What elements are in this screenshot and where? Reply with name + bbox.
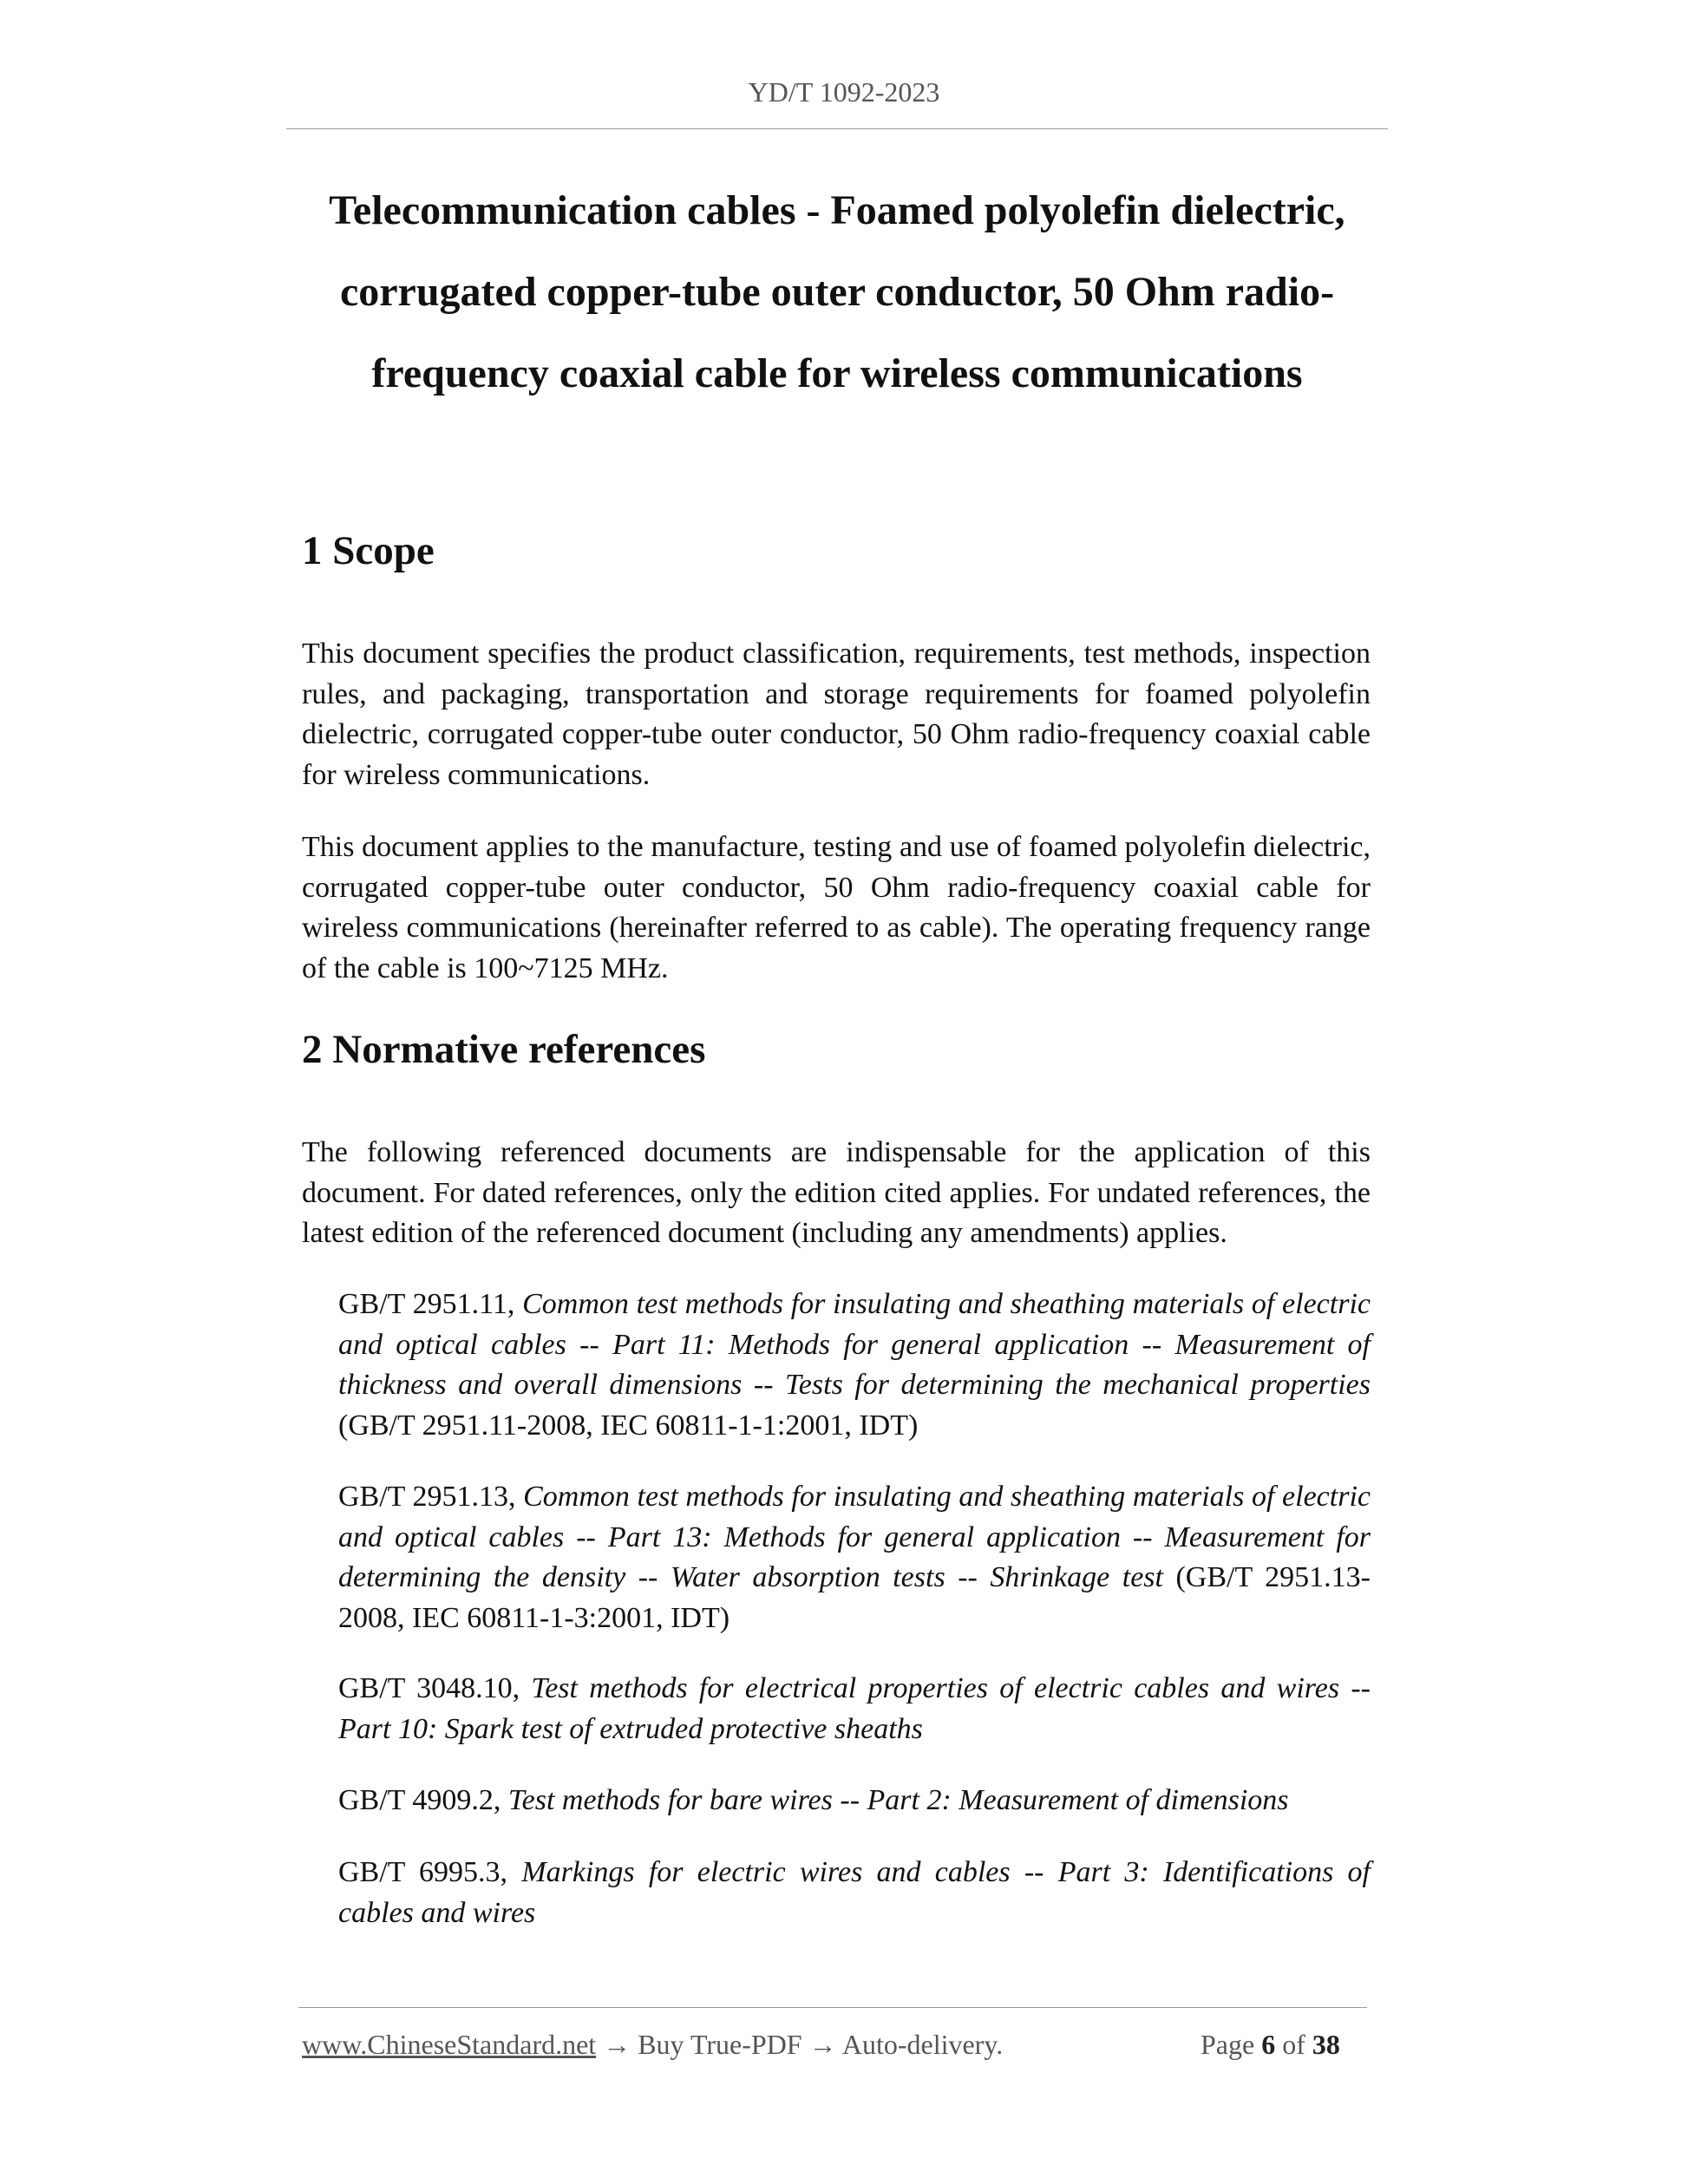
chinesestandard-link[interactable]: www.ChineseStandard.net xyxy=(302,2029,597,2060)
title-line-2: corrugated copper-tube outer conductor, 50 Ohm radio- xyxy=(339,269,1335,315)
footer-divider xyxy=(298,2007,1367,2008)
page-indicator xyxy=(1201,2029,1340,2061)
reference-title: Markings for electric wires and cables -- Part 3: Identifications of cables and wires xyxy=(338,1856,1371,1929)
reference-code: GB/T 2951.11, xyxy=(338,1288,523,1320)
footer-promo-text: → Buy True-PDF → Auto-delivery. xyxy=(596,2029,1004,2060)
total-pages: 38 xyxy=(1312,2029,1340,2060)
page-of-label: of xyxy=(1275,2029,1312,2060)
header-divider xyxy=(286,128,1388,129)
scope-paragraph-1: This document specifies the product classification, requirements, test methods, inspection rules, and packaging, transportation and storage requirements for foamed polyolefin dielectric, corrugated copper-tube outer conductor, 50 Ohm radio-frequency coaxial cable for wireless communications. xyxy=(302,638,1371,791)
reference-item xyxy=(338,1477,1371,1638)
reference-code: GB/T 4909.2, xyxy=(338,1784,508,1816)
reference-title: Common test methods for insulating and sheathing materials of electric and optical cables -- Part 13: Methods for general application -- Measurement for determining the density -- Water absorption tests -- Shrinkage test xyxy=(338,1481,1371,1593)
current-page-number: 6 xyxy=(1261,2029,1276,2060)
reference-code: GB/T 3048.10, xyxy=(338,1672,532,1704)
reference-code: GB/T 2951.13, xyxy=(338,1481,524,1513)
document-code-header: YD/T 1092-2023 xyxy=(748,76,940,108)
scope-paragraph-2: This document applies to the manufacture, testing and use of foamed polyolefin dielectric, corrugated copper-tube outer conductor, 50 Ohm radio-frequency coaxial cable for wireless communications (hereinafter referred to as cable). The operating frequency range of the cable is 100~7125 MHz. xyxy=(302,831,1371,984)
reference-title: Test methods for electrical properties of electric cables and wires -- Part 10: Spark test of extruded protective sheaths xyxy=(338,1672,1371,1745)
reference-equivalent: (GB/T 2951.13-2008, IEC 60811-1-3:2001, IDT) xyxy=(338,1561,1371,1634)
section-heading-normative-references: 2 Normative references xyxy=(302,1027,706,1072)
document-title xyxy=(295,170,1379,415)
footer-promo xyxy=(302,2029,1003,2061)
page-label: Page xyxy=(1201,2029,1262,2060)
section-heading-scope: 1 Scope xyxy=(302,528,435,573)
title-line-3: frequency coaxial cable for wireless communications xyxy=(371,350,1303,396)
reference-title: Common test methods for insulating and sheathing materials of electric and optical cables -- Part 11: Methods for general application -- Measurement of thickness and overall dimensions -- Tests for determining the mechanical properties xyxy=(338,1288,1371,1401)
reference-item xyxy=(338,1781,1371,1821)
reference-item xyxy=(338,1669,1371,1749)
reference-equivalent: (GB/T 2951.11-2008, IEC 60811-1-1:2001, IDT) xyxy=(338,1409,919,1442)
reference-title: Test methods for bare wires -- Part 2: Measurement of dimensions xyxy=(507,1784,1289,1816)
reference-item xyxy=(338,1285,1371,1446)
reference-item xyxy=(338,1853,1371,1933)
normative-references-intro: The following referenced documents are indispensable for the application of this document. For dated references, only the edition cited applies. For undated references, the latest edition of the referenced document (including any amendments) applies. xyxy=(302,1136,1371,1249)
reference-code: GB/T 6995.3, xyxy=(338,1856,522,1888)
title-line-1: Telecommunication cables - Foamed polyolefin dielectric, xyxy=(329,187,1345,233)
